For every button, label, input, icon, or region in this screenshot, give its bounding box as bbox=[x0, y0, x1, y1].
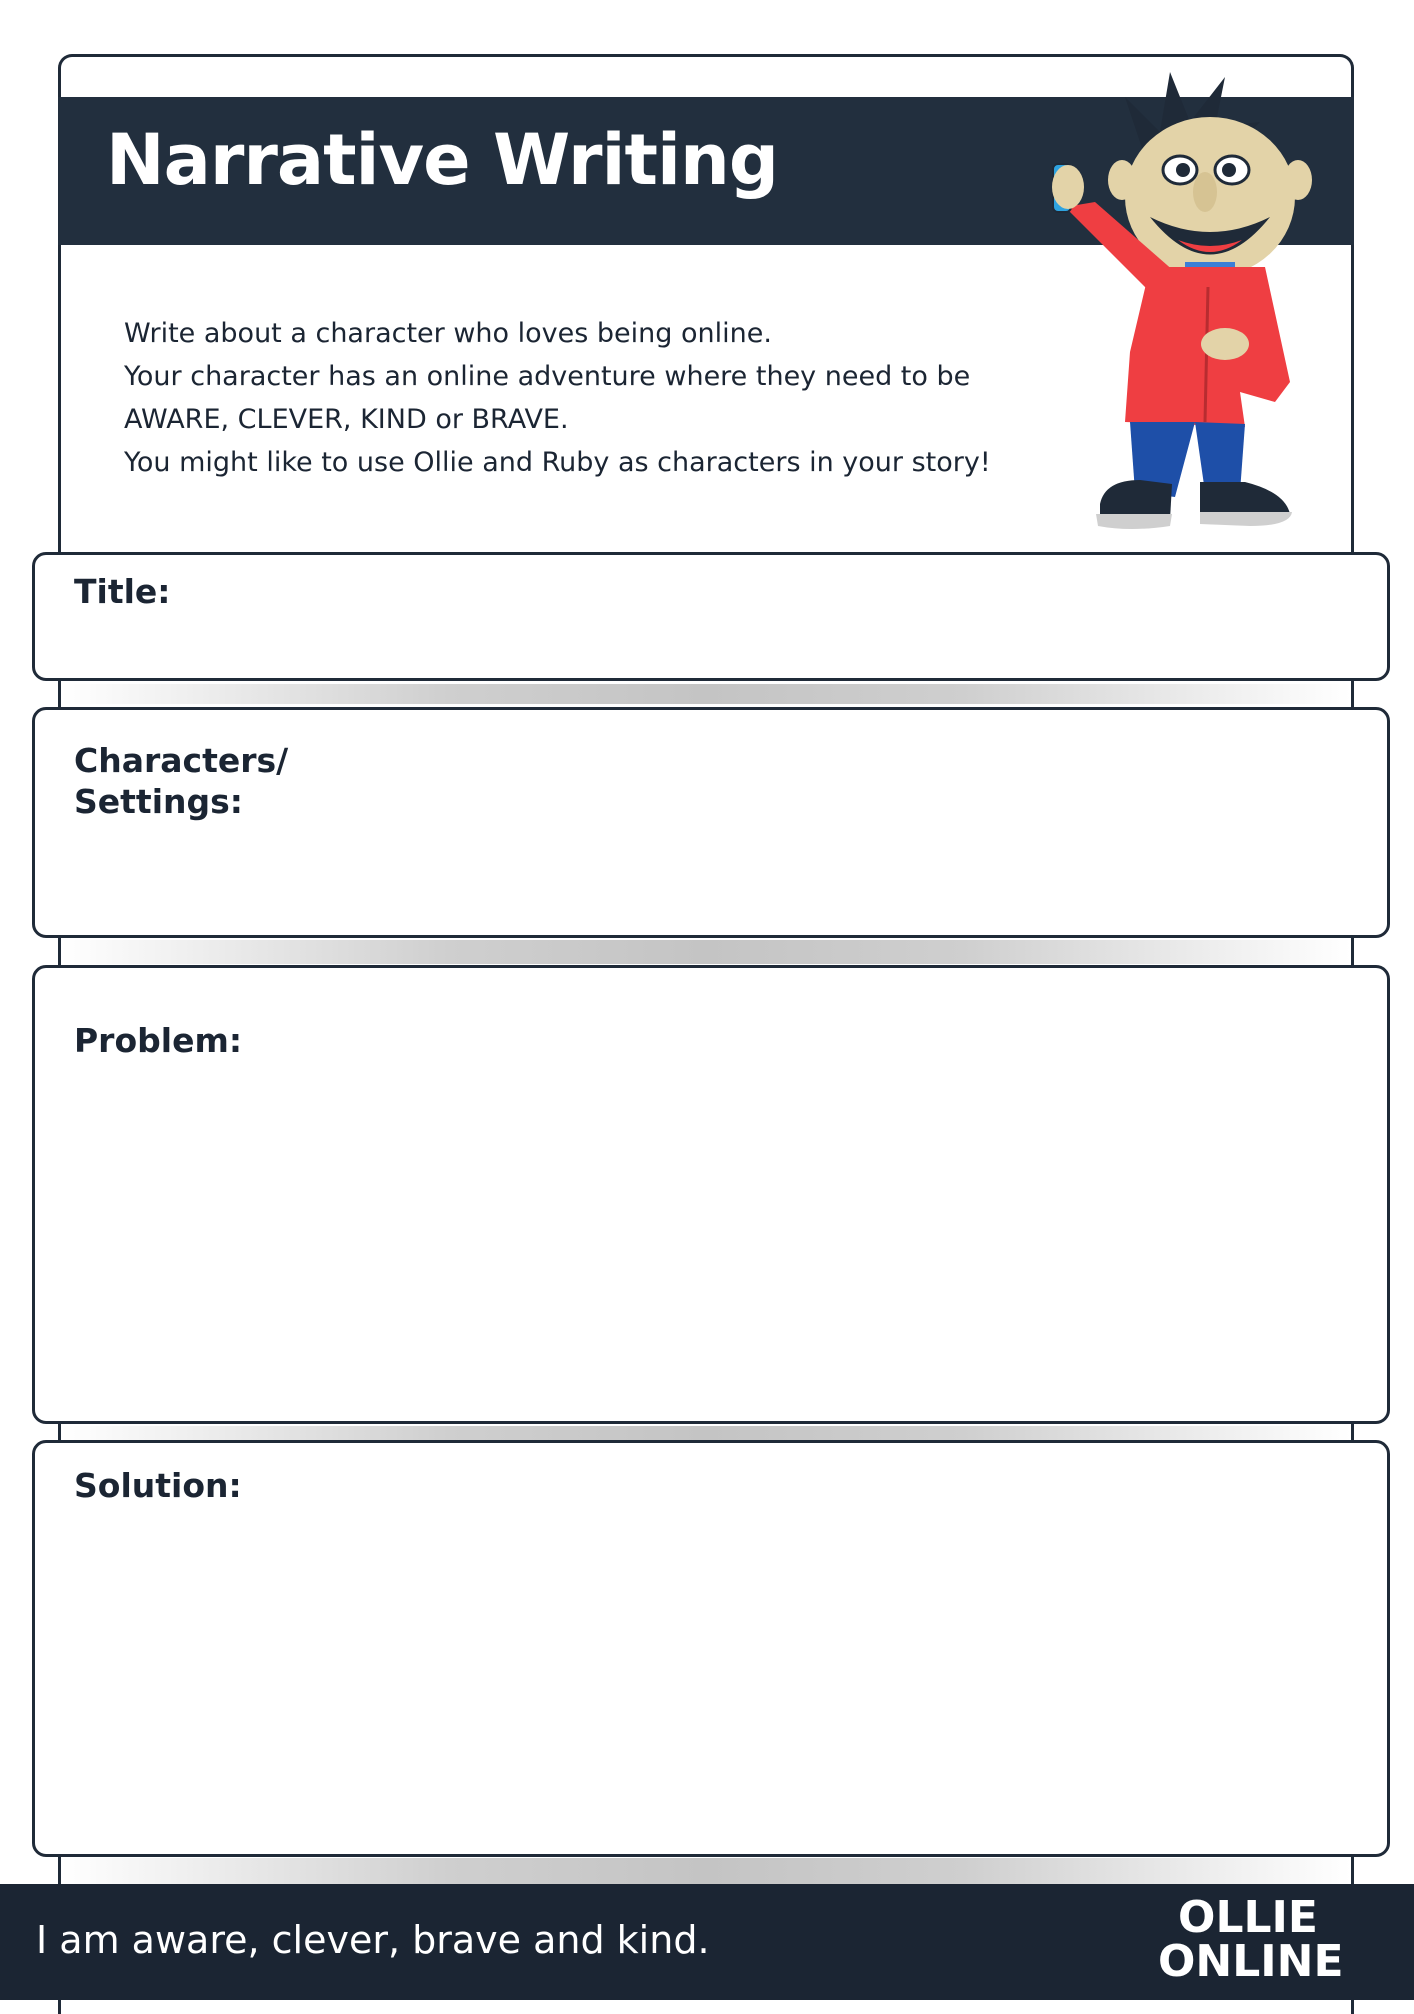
settings-label-line: Settings: bbox=[74, 782, 243, 821]
problem-box[interactable] bbox=[32, 965, 1390, 1424]
raised-hand bbox=[1052, 165, 1084, 209]
right-shoe bbox=[1200, 482, 1290, 514]
ollie-mascot-illustration bbox=[1000, 52, 1320, 542]
box-divider-shadow bbox=[61, 940, 1351, 964]
nose bbox=[1193, 172, 1217, 212]
ollie-online-logo bbox=[1158, 1892, 1344, 1992]
instruction-line: AWARE, CLEVER, KIND or BRAVE. bbox=[124, 404, 569, 435]
page-title: Narrative Writing bbox=[106, 119, 778, 201]
characters-settings-box[interactable] bbox=[32, 707, 1390, 938]
logo-line-2: ONLINE bbox=[1158, 1936, 1344, 1987]
characters-settings-label bbox=[74, 740, 334, 822]
footer-motto: I am aware, clever, brave and kind. bbox=[36, 1918, 710, 1962]
box-divider-shadow bbox=[61, 1426, 1351, 1440]
left-sole bbox=[1096, 514, 1172, 529]
title-box[interactable] bbox=[32, 552, 1390, 681]
logo-line-1: OLLIE bbox=[1178, 1892, 1318, 1943]
box-divider-shadow bbox=[61, 1858, 1351, 1884]
title-label: Title: bbox=[74, 572, 171, 611]
problem-label: Problem: bbox=[74, 1021, 243, 1060]
solution-label: Solution: bbox=[74, 1466, 242, 1505]
right-sole bbox=[1200, 512, 1292, 526]
box-divider-shadow bbox=[61, 684, 1351, 704]
instructions bbox=[124, 312, 1004, 484]
characters-label-line: Characters/ bbox=[74, 741, 289, 780]
right-pupil bbox=[1222, 163, 1236, 177]
pointing-hand bbox=[1201, 328, 1249, 360]
footer bbox=[0, 1884, 1414, 2000]
instruction-line: You might like to use Ollie and Ruby as characters in your story! bbox=[124, 447, 991, 478]
left-pupil bbox=[1176, 163, 1190, 177]
right-leg bbox=[1195, 422, 1245, 492]
instruction-line: Your character has an online adventure where they need to be bbox=[124, 361, 971, 392]
instruction-line: Write about a character who loves being online. bbox=[124, 318, 772, 349]
solution-box[interactable] bbox=[32, 1440, 1390, 1857]
